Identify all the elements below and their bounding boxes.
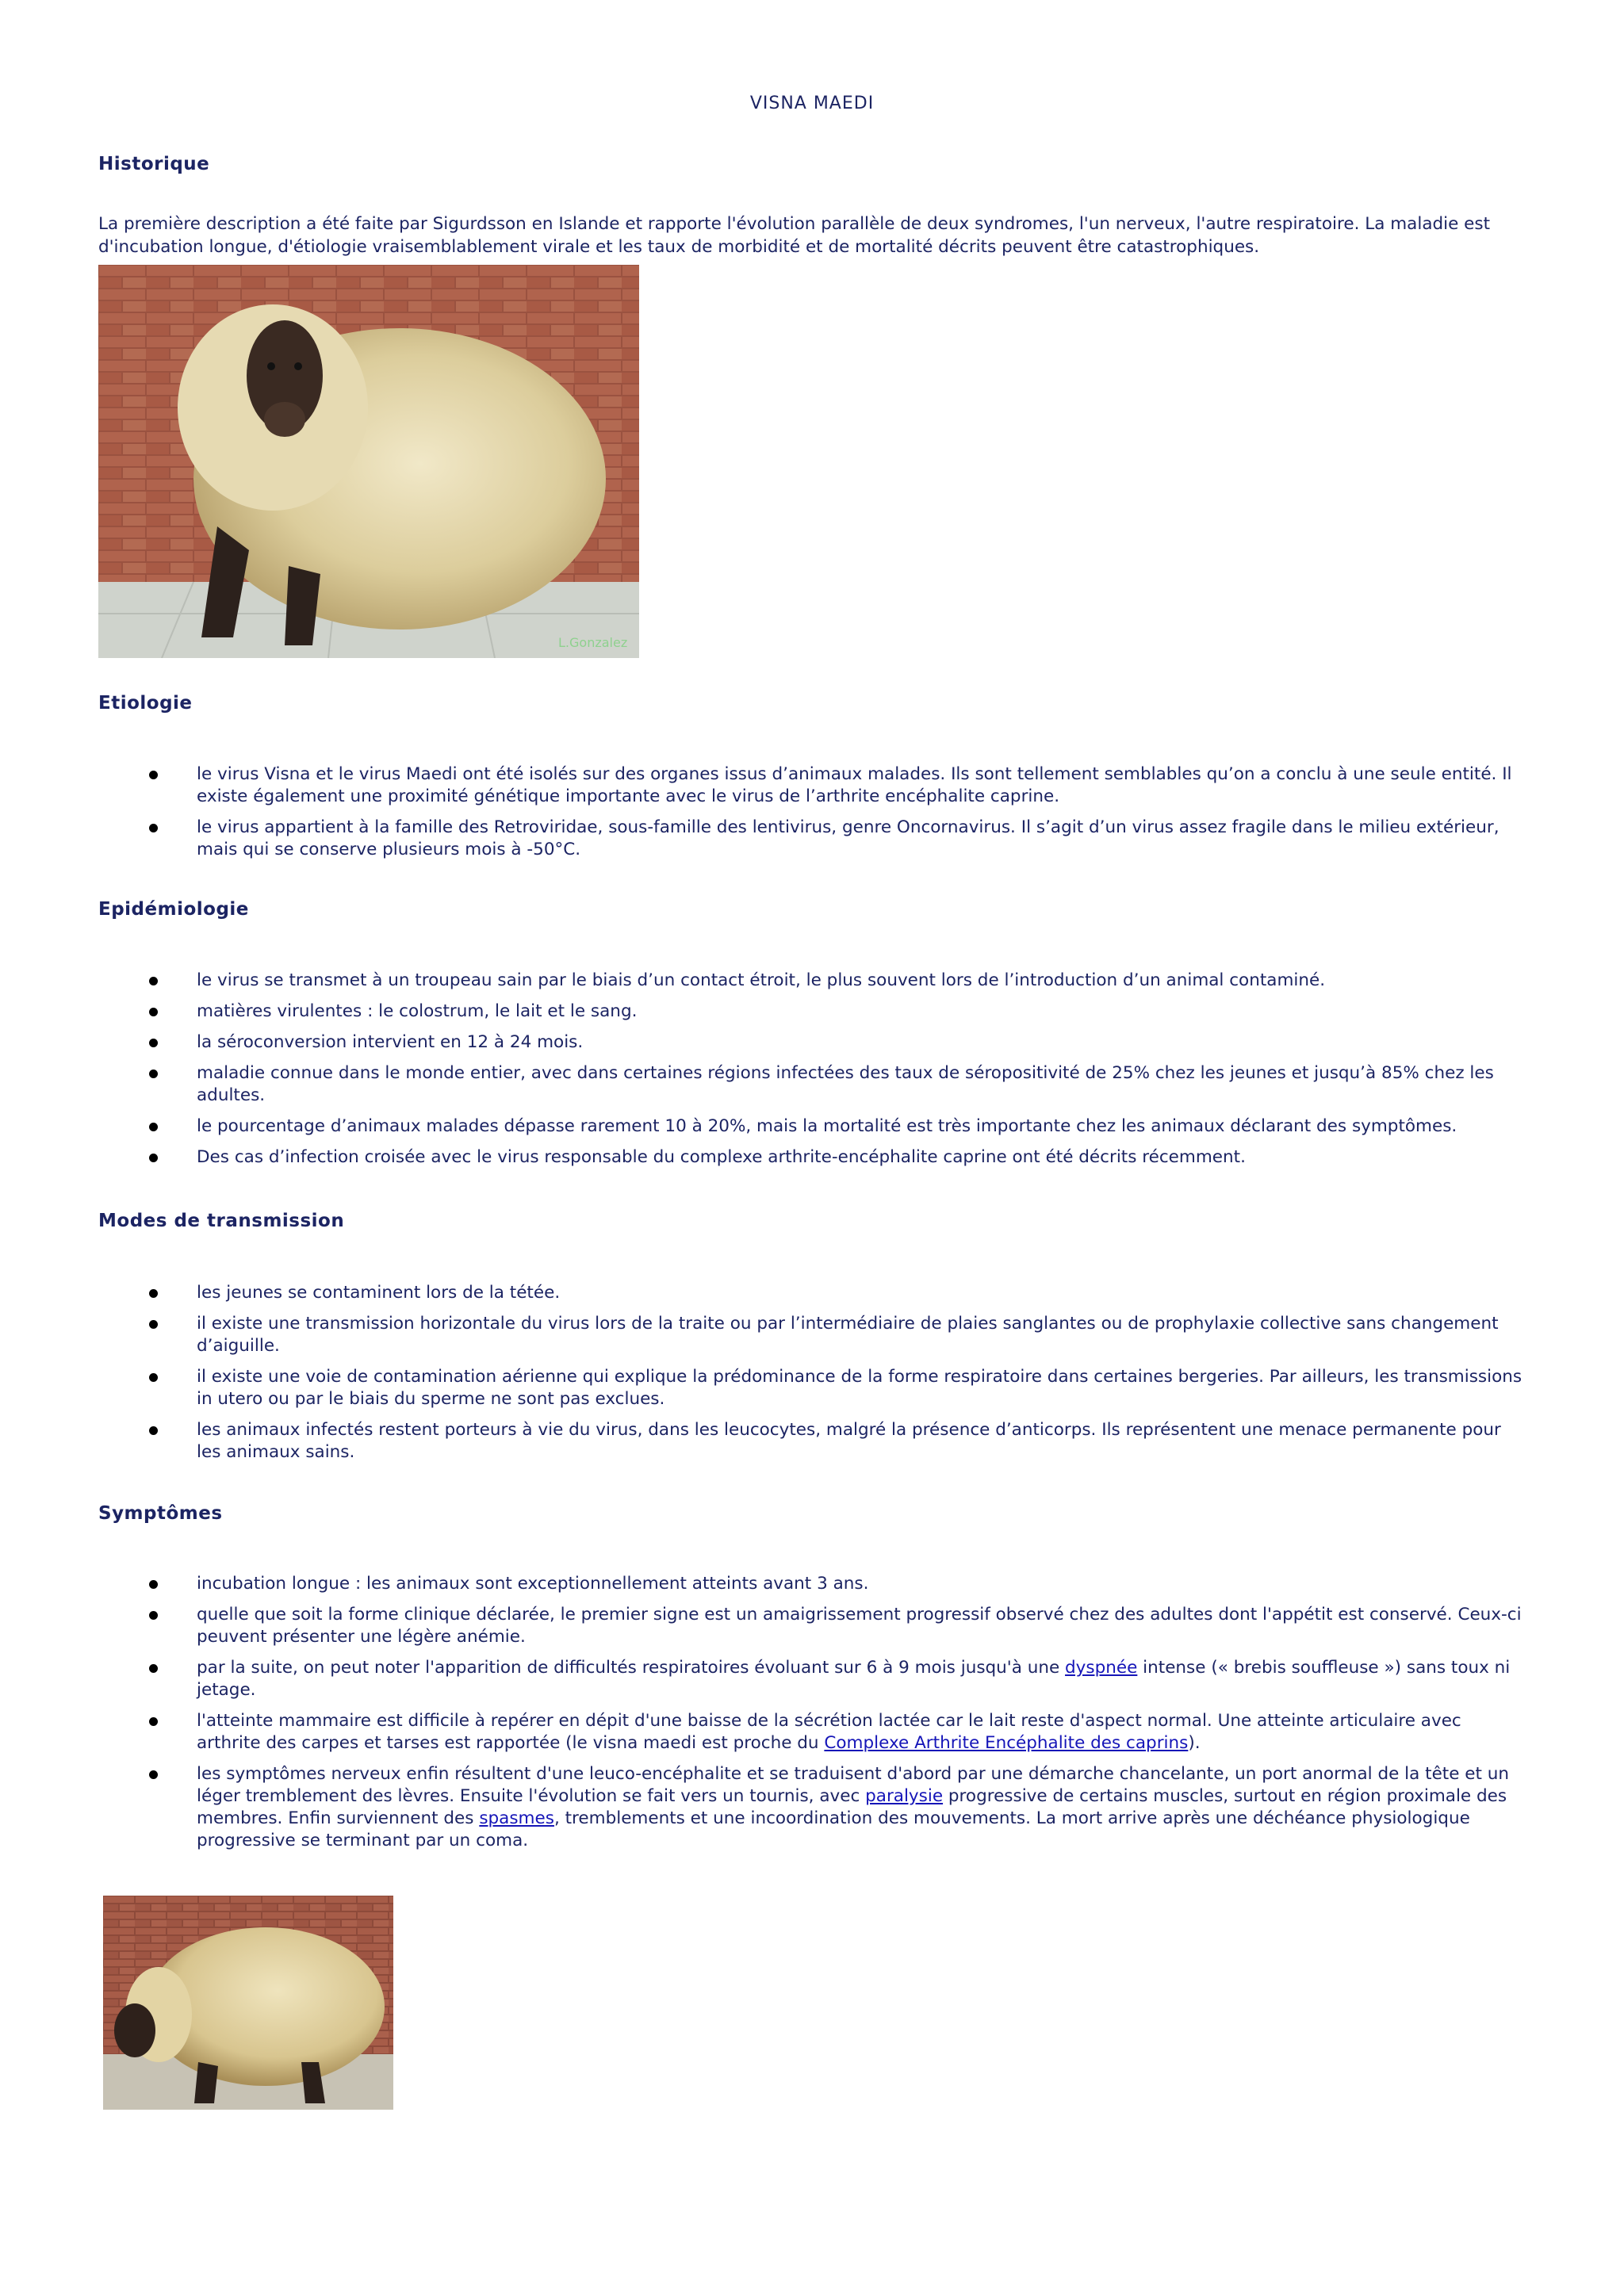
list-item: il existe une voie de contamination aérienne qui explique la prédominance de la forme respiratoire dans certaines bergeries. Par ailleurs, les transmissions in utero ou par le biais du sperme ne sont pas exclues.	[98, 1366, 1526, 1410]
list-item: le virus appartient à la famille des Retroviridae, sous-famille des lentivirus, genre Oncornavirus. Il s’agit d’un virus assez fragile dans le milieu extérieur, mais qui se conserve plusieurs mois à -50°C.	[98, 817, 1526, 861]
text-span: par la suite, on peut noter l'apparition de difficultés respiratoires évoluant sur 6 à 9 mois jusqu'à une	[197, 1658, 1066, 1678]
list-item	[98, 1710, 1526, 1755]
text-span: intense (« brebis souffleuse ») sans toux ni jetage.	[197, 1658, 1511, 1700]
text-span: progressive de certains muscles, surtout en région proximale des membres. Enfin surviennent des	[197, 1786, 1507, 1828]
list-item	[98, 1763, 1526, 1852]
text-span: , tremblements et une incoordination des mouvements. La mort arrive après une déchéance physiologique progressive se terminant par un coma.	[197, 1808, 1470, 1850]
list-item: le virus Visna et le virus Maedi ont été isolés sur des organes issus d’animaux malades. Ils sont tellement semblables qu’on a conclu à une seule entité. Il existe également une proximité génétique importante avec le virus de l’arthrite encéphalite caprine.	[98, 763, 1526, 808]
text-span: ).	[1188, 1733, 1201, 1753]
heading-etiologie: Etiologie	[98, 693, 193, 714]
heading-symptomes: Symptômes	[98, 1503, 223, 1524]
list-item: le virus se transmet à un troupeau sain par le biais d’un contact étroit, le plus souvent lors de l’introduction d’un animal contaminé.	[98, 970, 1526, 992]
historique-text: La première description a été faite par Sigurdsson en Islande et rapporte l'évolution parallèle de deux syndromes, l'un nerveux, l'autre respiratoire. La maladie est d'incubation longue, d'étiologie vraisemblablement virale et les taux de morbidité et de mortalité décrits peuvent être catastrophiques.	[98, 214, 1491, 257]
text-span: les symptômes nerveux enfin résultent d'une leuco-encéphalite et se traduisent d'abord par une démarche chancelante, un port anormal de la tête et un léger tremblement des lèvres. Ensuite l'évolution se fait vers un tournis, avec	[197, 1764, 1510, 1806]
list-item: il existe une transmission horizontale du virus lors de la traite ou par l’intermédiaire de plaies sanglantes ou de prophylaxie collective sans changement d’aiguille.	[98, 1313, 1526, 1357]
epidemiologie-list	[98, 970, 1526, 1177]
photo-credit: L.Gonzalez	[558, 635, 628, 650]
spasmes-link[interactable]: spasmes	[479, 1808, 554, 1828]
sheep-photo-1	[98, 265, 639, 658]
list-item: maladie connue dans le monde entier, avec dans certaines régions infectées des taux de séropositivité de 25% chez les jeunes et jusqu’à 85% chez les adultes.	[98, 1062, 1526, 1107]
list-item	[98, 1657, 1526, 1701]
dyspnee-link[interactable]: dyspnée	[1065, 1658, 1138, 1678]
etiologie-list	[98, 763, 1526, 870]
list-item: incubation longue : les animaux sont exceptionnellement atteints avant 3 ans.	[98, 1573, 1526, 1595]
sheep-photo-2	[103, 1896, 393, 2110]
heading-historique: Historique	[98, 154, 210, 174]
list-item: la séroconversion intervient en 12 à 24 mois.	[98, 1031, 1526, 1054]
heading-epidemiologie: Epidémiologie	[98, 899, 249, 920]
paralysie-link[interactable]: paralysie	[865, 1786, 944, 1806]
document-title: VISNA MAEDI	[749, 94, 875, 113]
transmission-list	[98, 1282, 1526, 1472]
list-item: les jeunes se contaminent lors de la tétée.	[98, 1282, 1526, 1304]
list-item: Des cas d’infection croisée avec le virus responsable du complexe arthrite-encéphalite caprine ont été décrits récemment.	[98, 1146, 1526, 1169]
complexe-arthrite-link[interactable]: Complexe Arthrite Encéphalite des caprins	[824, 1733, 1189, 1753]
heading-transmission: Modes de transmission	[98, 1211, 345, 1231]
list-item: les animaux infectés restent porteurs à vie du virus, dans les leucocytes, malgré la présence d’anticorps. Ils représentent une menace permanente pour les animaux sains.	[98, 1419, 1526, 1464]
text-span: l'atteinte mammaire est difficile à repérer en dépit d'une baisse de la sécrétion lactée car le lait reste d'aspect normal. Une atteinte articulaire avec arthrite des carpes et tarses est rapportée (le visna maedi est proche du	[197, 1711, 1461, 1753]
list-item: matières virulentes : le colostrum, le lait et le sang.	[98, 1001, 1526, 1023]
list-item: quelle que soit la forme clinique déclarée, le premier signe est un amaigrissement progressif observé chez des adultes dont l'appétit est conservé. Ceux-ci peuvent présenter une légère anémie.	[98, 1604, 1526, 1648]
symptomes-list	[98, 1573, 1526, 1861]
list-item: le pourcentage d’animaux malades dépasse rarement 10 à 20%, mais la mortalité est très importante chez les animaux déclarant des symptômes.	[98, 1115, 1526, 1138]
